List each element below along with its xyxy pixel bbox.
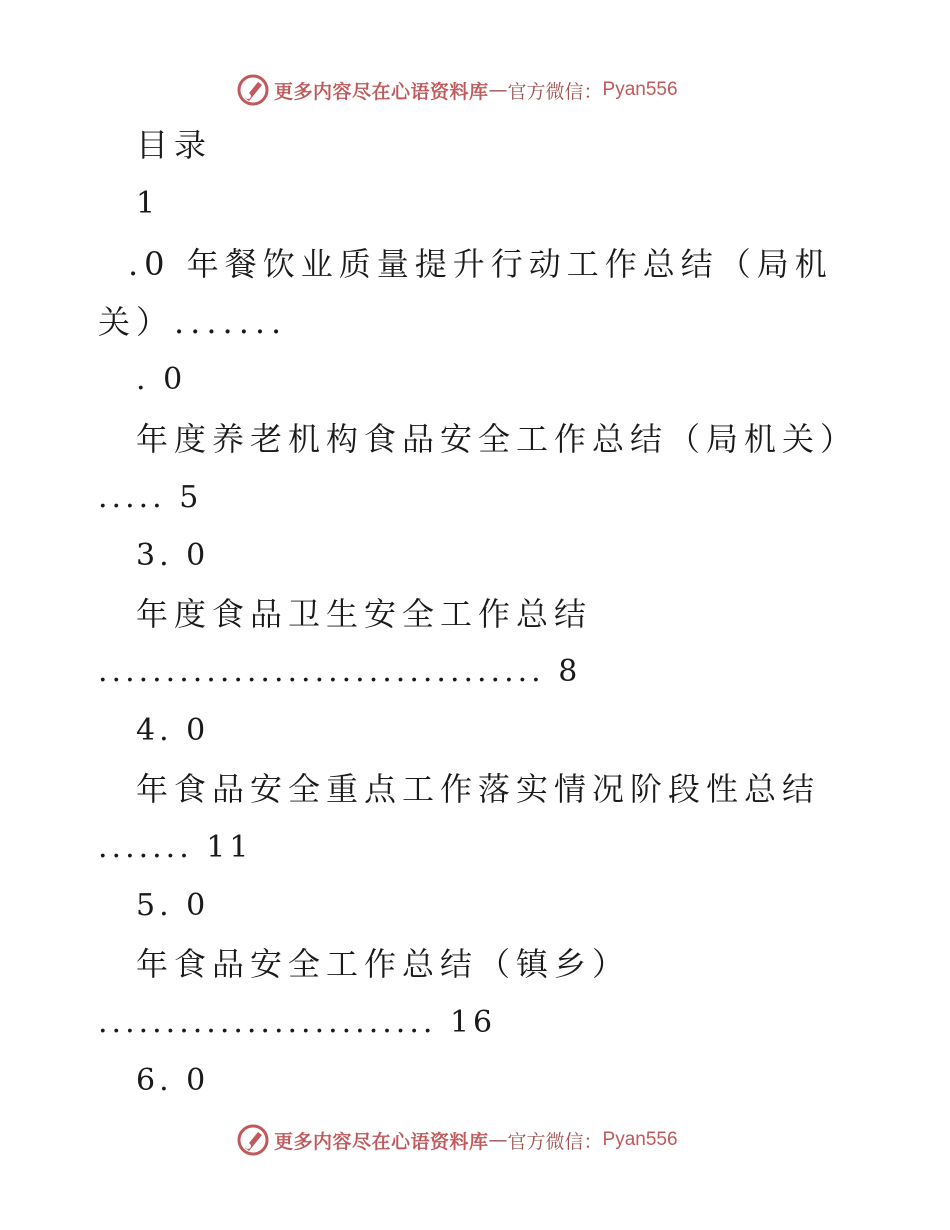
banner-dash: —	[488, 1129, 508, 1151]
toc-line: 关）.......	[98, 303, 288, 341]
banner-wechat-id: Pyan556	[602, 1129, 678, 1150]
banner-sub-text: 官方微信：	[507, 1130, 603, 1153]
toc-line: 6. 0	[136, 1063, 210, 1098]
toc-line: 1	[136, 186, 160, 221]
banner-dash: —	[488, 79, 508, 101]
toc-line: ................................. 8	[98, 654, 582, 689]
toc-line: 5. 0	[136, 888, 210, 923]
toc-line: ..... 5	[98, 480, 203, 515]
banner-wechat-id: Pyan556	[602, 79, 678, 100]
toc-line: 年食品安全重点工作落实情况阶段性总结	[136, 770, 821, 808]
toc-line: 4. 0	[136, 713, 210, 748]
toc-line: 年食品安全工作总结（镇乡）	[136, 945, 631, 983]
toc-line: 年度食品卫生安全工作总结	[136, 595, 593, 633]
toc-line: . 0	[136, 362, 187, 397]
footer-banner	[236, 1122, 716, 1158]
banner-main-text: 更多内容尽在心语资料库	[274, 80, 489, 103]
banner-main-text: 更多内容尽在心语资料库	[274, 1130, 489, 1153]
toc-line: 年度养老机构食品安全工作总结（局机关）	[136, 420, 859, 458]
banner-sub-text: 官方微信：	[507, 80, 603, 103]
toc-heading: 目录	[136, 126, 213, 164]
toc-line: ....... 11	[98, 830, 253, 865]
toc-line: .0 年餐饮业质量提升行动工作总结（局机	[128, 245, 833, 283]
toc-line: 3. 0	[136, 538, 210, 573]
toc-line: ......................... 16	[98, 1005, 497, 1040]
pen-seal-icon	[236, 1123, 270, 1157]
